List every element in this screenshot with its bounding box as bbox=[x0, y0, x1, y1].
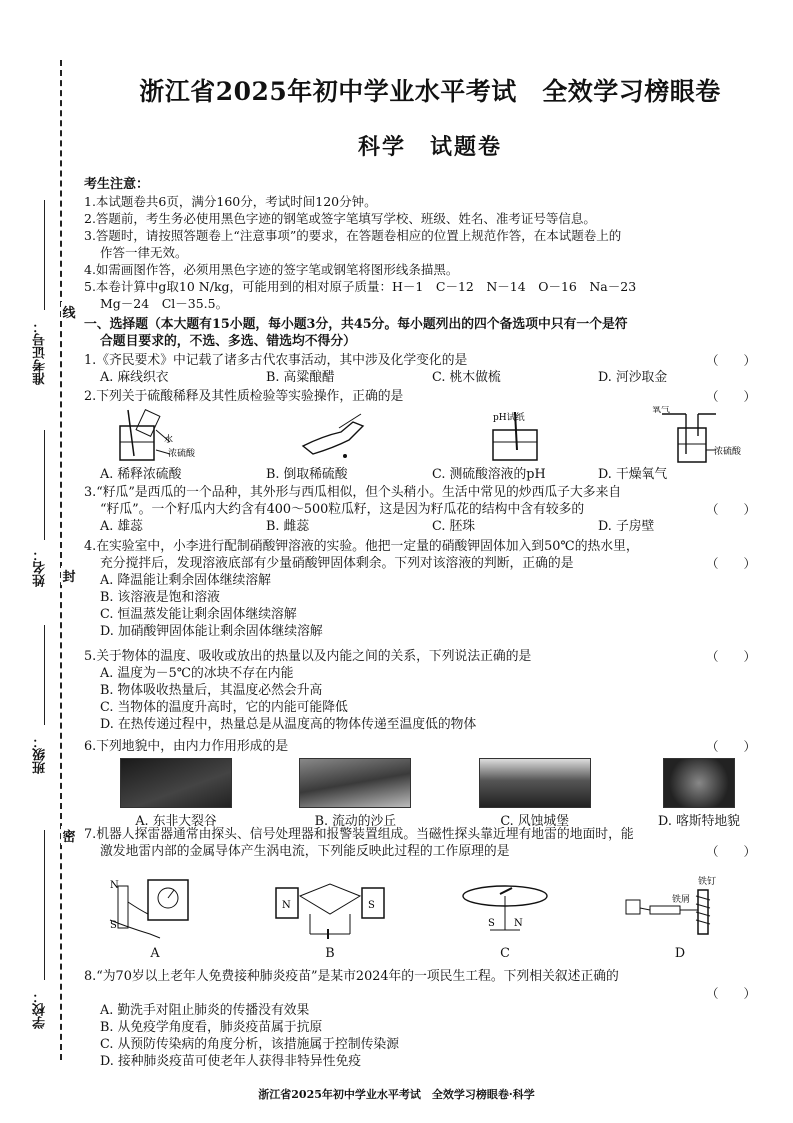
section-heading-line1: 一、选择题（本大题有15小题，每小题3分，共45分。每小题列出的四个备选项中只有一个是符 bbox=[84, 317, 628, 332]
question-5 bbox=[84, 648, 764, 733]
option-b[interactable]: B. 雌蕊 bbox=[266, 519, 310, 534]
notice-heading: 考生注意： bbox=[84, 177, 150, 192]
q7-figures bbox=[100, 874, 740, 961]
question-4 bbox=[84, 538, 764, 640]
option-d[interactable]: D. 接种肺炎疫苗可使老年人获得非特异性免疫 bbox=[100, 1054, 362, 1069]
label-water: 水 bbox=[164, 435, 174, 445]
question-stem: 5.关于物体的温度、吸收或放出的热量以及内能之间的关系，下列说法正确的是 bbox=[84, 649, 532, 664]
label-ph-paper: pH试纸 bbox=[492, 413, 525, 423]
answer-paren[interactable]: （ ） bbox=[705, 389, 756, 404]
question-8 bbox=[84, 968, 764, 1070]
name-blank[interactable] bbox=[44, 430, 45, 540]
option-d[interactable]: D. 河沙取金 bbox=[598, 370, 668, 385]
dilute-acid-figure bbox=[100, 406, 200, 464]
label-c-n: N bbox=[514, 918, 523, 929]
question-stem: 6.下列地貌中，由内力作用形成的是 bbox=[84, 739, 289, 754]
option-d[interactable]: D bbox=[674, 946, 686, 961]
option-a[interactable]: A. 麻线织衣 bbox=[100, 370, 169, 385]
option-b[interactable]: B. 高粱酿醋 bbox=[266, 370, 335, 385]
question-stem-2: 充分搅拌后，发现溶液底部有少量硝酸钾固体剩余。下列对该溶液的判断，正确的是 bbox=[100, 556, 574, 571]
binding-dashed-line bbox=[60, 60, 62, 1060]
page-title: 浙江省2025年初中学业水平考试 全效学习榜眼卷 bbox=[139, 77, 721, 106]
option-c[interactable]: C. 恒温蒸发能让剩余固体继续溶解 bbox=[100, 607, 297, 622]
notice-item: Mg－24 Cl－35.5。 bbox=[100, 296, 229, 311]
question-stem: 8.“为70岁以上老年人免费接种肺炎疫苗”是某市2024年的一项民生工程。下列相关叙述正确的 bbox=[84, 969, 619, 984]
oersted-figure bbox=[450, 874, 560, 944]
label-n: N bbox=[110, 880, 119, 891]
question-3 bbox=[84, 484, 764, 535]
question-6 bbox=[84, 738, 764, 755]
option-d[interactable]: D. 喀斯特地貌 bbox=[658, 814, 740, 829]
galvanometer-circuit-figure bbox=[100, 874, 210, 944]
option-d[interactable]: D. 子房壁 bbox=[598, 519, 655, 534]
figure-7d bbox=[620, 874, 740, 961]
option-d[interactable]: D. 干燥氧气 bbox=[598, 467, 668, 482]
label-core: 铁屑 bbox=[672, 895, 691, 905]
seal-char-secret: 密 bbox=[61, 826, 77, 845]
class-blank[interactable] bbox=[44, 625, 45, 725]
school-label: 学校： bbox=[33, 990, 48, 1029]
label-conc-acid-d: 浓硫酸 bbox=[713, 447, 741, 457]
answer-paren[interactable]: （ ） bbox=[705, 502, 756, 517]
exam-number-blank[interactable] bbox=[44, 200, 45, 310]
question-2 bbox=[84, 388, 764, 405]
option-b[interactable]: B. 流动的沙丘 bbox=[314, 814, 397, 829]
label-b-s: S bbox=[368, 900, 375, 911]
option-a[interactable]: A bbox=[150, 946, 160, 961]
notice-item: 4.如需画图作答，必须用黑色字迹的签字笔或钢笔将图形线条描黑。 bbox=[84, 262, 459, 277]
option-c[interactable]: C. 风蚀城堡 bbox=[500, 814, 570, 829]
answer-paren[interactable]: （ ） bbox=[705, 844, 756, 859]
exam-notice bbox=[84, 176, 764, 312]
option-a[interactable]: A. 雄蕊 bbox=[100, 519, 143, 534]
figure-7b bbox=[270, 874, 390, 961]
q2-figures bbox=[100, 406, 760, 464]
option-a[interactable]: A. 降温能让剩余固体继续溶解 bbox=[100, 573, 271, 588]
ph-test-figure bbox=[467, 406, 567, 464]
option-a[interactable]: A. 稀释浓硫酸 bbox=[100, 467, 182, 482]
label-b-n: N bbox=[282, 900, 291, 911]
sand-dune-photo bbox=[299, 758, 411, 808]
name-label: 姓名： bbox=[33, 548, 48, 587]
figure-7a bbox=[100, 874, 210, 961]
answer-paren[interactable]: （ ） bbox=[705, 739, 756, 754]
label-oxygen: 氧气 bbox=[651, 406, 670, 415]
option-d[interactable]: D. 加硝酸钾固体能让剩余固体继续溶解 bbox=[100, 624, 323, 639]
section-heading bbox=[84, 316, 764, 350]
option-b[interactable]: B. 从免疫学角度看，肺炎疫苗属于抗原 bbox=[100, 1020, 323, 1035]
seal-char-line: 线 bbox=[61, 302, 77, 321]
exam-number-label: 准考证号： bbox=[33, 320, 48, 385]
option-c[interactable]: C. 桃木做梳 bbox=[432, 370, 501, 385]
option-a[interactable]: A. 东非大裂谷 bbox=[135, 814, 217, 829]
dry-oxygen-figure bbox=[650, 406, 760, 464]
karst-photo bbox=[663, 758, 735, 808]
section-heading-line2: 合题目要求的，不选、多选、错选均不得分） bbox=[100, 334, 356, 349]
answer-paren[interactable]: （ ） bbox=[705, 556, 756, 571]
notice-item: 5.本卷计算中g取10 N/kg，可能用到的相对原子质量：H－1 C－12 N－14 O－16 Na－23 bbox=[84, 279, 637, 294]
option-c[interactable]: C bbox=[500, 946, 510, 961]
motor-figure bbox=[270, 874, 390, 944]
answer-paren[interactable]: （ ） bbox=[705, 353, 756, 368]
question-stem: 2.下列关于硫酸稀释及其性质检验等实验操作，正确的是 bbox=[84, 389, 404, 404]
notice-item: 3.答题时，请按照答题卷上“注意事项”的要求，在答题卷相应的位置上规范作答，在本试题卷上的 bbox=[84, 228, 622, 243]
question-2-options bbox=[84, 466, 764, 483]
option-b[interactable]: B. 倒取稀硫酸 bbox=[266, 467, 348, 482]
wind-castle-photo bbox=[479, 758, 591, 808]
answer-paren[interactable]: （ ） bbox=[705, 986, 756, 1001]
pour-acid-figure bbox=[283, 406, 383, 464]
notice-item: 作答一律无效。 bbox=[100, 245, 188, 260]
option-b[interactable]: B. 该溶液是饱和溶液 bbox=[100, 590, 220, 605]
option-c[interactable]: C. 测硫酸溶液的pH bbox=[432, 467, 546, 482]
label-c-s: S bbox=[488, 918, 495, 929]
page-subtitle: 科学 试题卷 bbox=[357, 134, 502, 160]
option-a[interactable]: A. 温度为－5℃的冰块不存在内能 bbox=[100, 666, 294, 681]
q6-figures bbox=[120, 758, 740, 829]
option-d[interactable]: D. 在热传递过程中，热量总是从温度高的物体传递至温度低的物体 bbox=[100, 717, 477, 732]
option-a[interactable]: A. 勤洗手对阻止肺炎的传播没有效果 bbox=[100, 1003, 310, 1018]
label-nail: 铁钉 bbox=[698, 877, 717, 887]
figure-rift-valley bbox=[120, 758, 232, 829]
seal-char-seal: 封 bbox=[61, 566, 77, 585]
option-c[interactable]: C. 当物体的温度升高时，它的内能可能降低 bbox=[100, 700, 348, 715]
question-stem: 4.在实验室中，小李进行配制硝酸钾溶液的实验。他把一定量的硝酸钾固体加入到50℃的热水里， bbox=[84, 539, 639, 554]
question-1 bbox=[84, 352, 764, 386]
option-b[interactable]: B. 物体吸收热量后，其温度必然会升高 bbox=[100, 683, 323, 698]
notice-item: 1.本试题卷共6页，满分160分，考试时间120分钟。 bbox=[84, 194, 377, 209]
school-blank[interactable] bbox=[44, 830, 45, 980]
figure-sand-dune bbox=[299, 758, 411, 829]
question-stem: 7.机器人探雷器通常由探头、信号处理器和报警装置组成。当磁性探头靠近埋有地雷的地面时，能 bbox=[84, 827, 634, 842]
rift-valley-photo bbox=[120, 758, 232, 808]
label-s: S bbox=[110, 920, 117, 931]
question-stem-2: “籽瓜”。一个籽瓜内大约含有400～500粒瓜籽，这是因为籽瓜花的结构中含有较多的 bbox=[100, 502, 585, 517]
question-stem: 3.“籽瓜”是西瓜的一个品种，其外形与西瓜相似，但个头稍小。生活中常见的炒西瓜子大多来自 bbox=[84, 485, 622, 500]
answer-paren[interactable]: （ ） bbox=[705, 649, 756, 664]
figure-7c bbox=[450, 874, 560, 961]
question-stem: 1.《齐民要术》中记载了诸多古代农事活动，其中涉及化学变化的是 bbox=[84, 353, 468, 368]
figure-karst bbox=[658, 758, 740, 829]
page-footer: 浙江省2025年初中学业水平考试 全效学习榜眼卷·科学 bbox=[258, 1088, 535, 1101]
class-label: 班级： bbox=[33, 735, 48, 774]
electromagnet-figure bbox=[620, 874, 740, 944]
option-b[interactable]: B bbox=[325, 946, 335, 961]
figure-wind-castle bbox=[479, 758, 591, 829]
notice-item: 2.答题前，考生务必使用黑色字迹的钢笔或签字笔填写学校、班级、姓名、准考证号等信息。 bbox=[84, 211, 596, 226]
question-7 bbox=[84, 826, 764, 860]
option-c[interactable]: C. 胚珠 bbox=[432, 519, 476, 534]
option-c[interactable]: C. 从预防传染病的角度分析，该措施属于控制传染源 bbox=[100, 1037, 400, 1052]
label-conc-acid: 浓硫酸 bbox=[168, 449, 196, 459]
question-stem-2: 激发地雷内部的金属导体产生涡电流，下列能反映此过程的工作原理的是 bbox=[100, 844, 510, 859]
